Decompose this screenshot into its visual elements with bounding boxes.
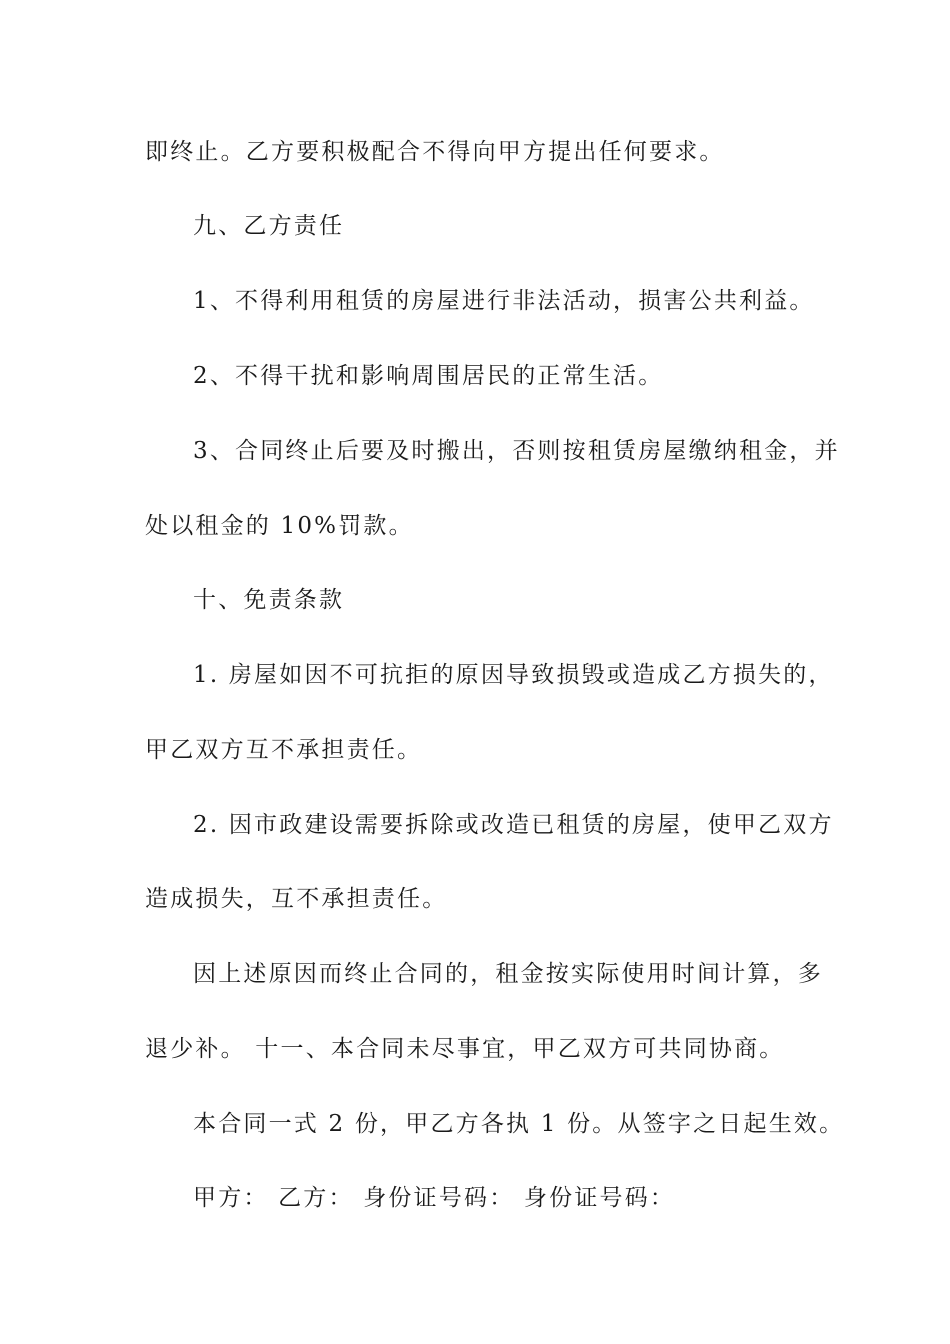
clause-move-out-line-2: 处以租金的 10%罚款。	[145, 513, 414, 539]
clause-no-illegal-activity: 1、不得利用租赁的房屋进行非法活动，损害公共利益。	[193, 288, 815, 314]
exemption-clause-1-line-2: 甲乙双方互不承担责任。	[145, 737, 423, 763]
termination-rent-line-1: 因上述原因而终止合同的，租金按实际使用时间计算，多	[193, 961, 823, 987]
copies-effective-clause: 本合同一式 2 份，甲乙方各执 1 份。从签字之日起生效。	[193, 1111, 845, 1137]
exemption-clause-2-line-1: 2. 因市政建设需要拆除或改造已租赁的房屋，使甲乙双方	[193, 812, 834, 838]
clause-no-disturbance: 2、不得干扰和影响周围居民的正常生活。	[193, 363, 664, 389]
section-heading-party-b-responsibility: 九、乙方责任	[193, 213, 345, 239]
exemption-clause-2-line-2: 造成损失，互不承担责任。	[145, 886, 448, 912]
paragraph-continuation-termination: 即终止。乙方要积极配合不得向甲方提出任何要求。	[145, 139, 725, 165]
termination-rent-line-2: 退少补。 十一、本合同未尽事宜，甲乙双方可共同协商。	[145, 1036, 785, 1062]
exemption-clause-1-line-1: 1. 房屋如因不可抗拒的原因导致损毁或造成乙方损失的，	[193, 662, 834, 688]
section-heading-exemption: 十、免责条款	[193, 587, 345, 613]
clause-move-out-line-1: 3、合同终止后要及时搬出，否则按租赁房屋缴纳租金，并	[193, 438, 840, 464]
signature-fields: 甲方： 乙方： 身份证号码： 身份证号码：	[193, 1185, 676, 1211]
